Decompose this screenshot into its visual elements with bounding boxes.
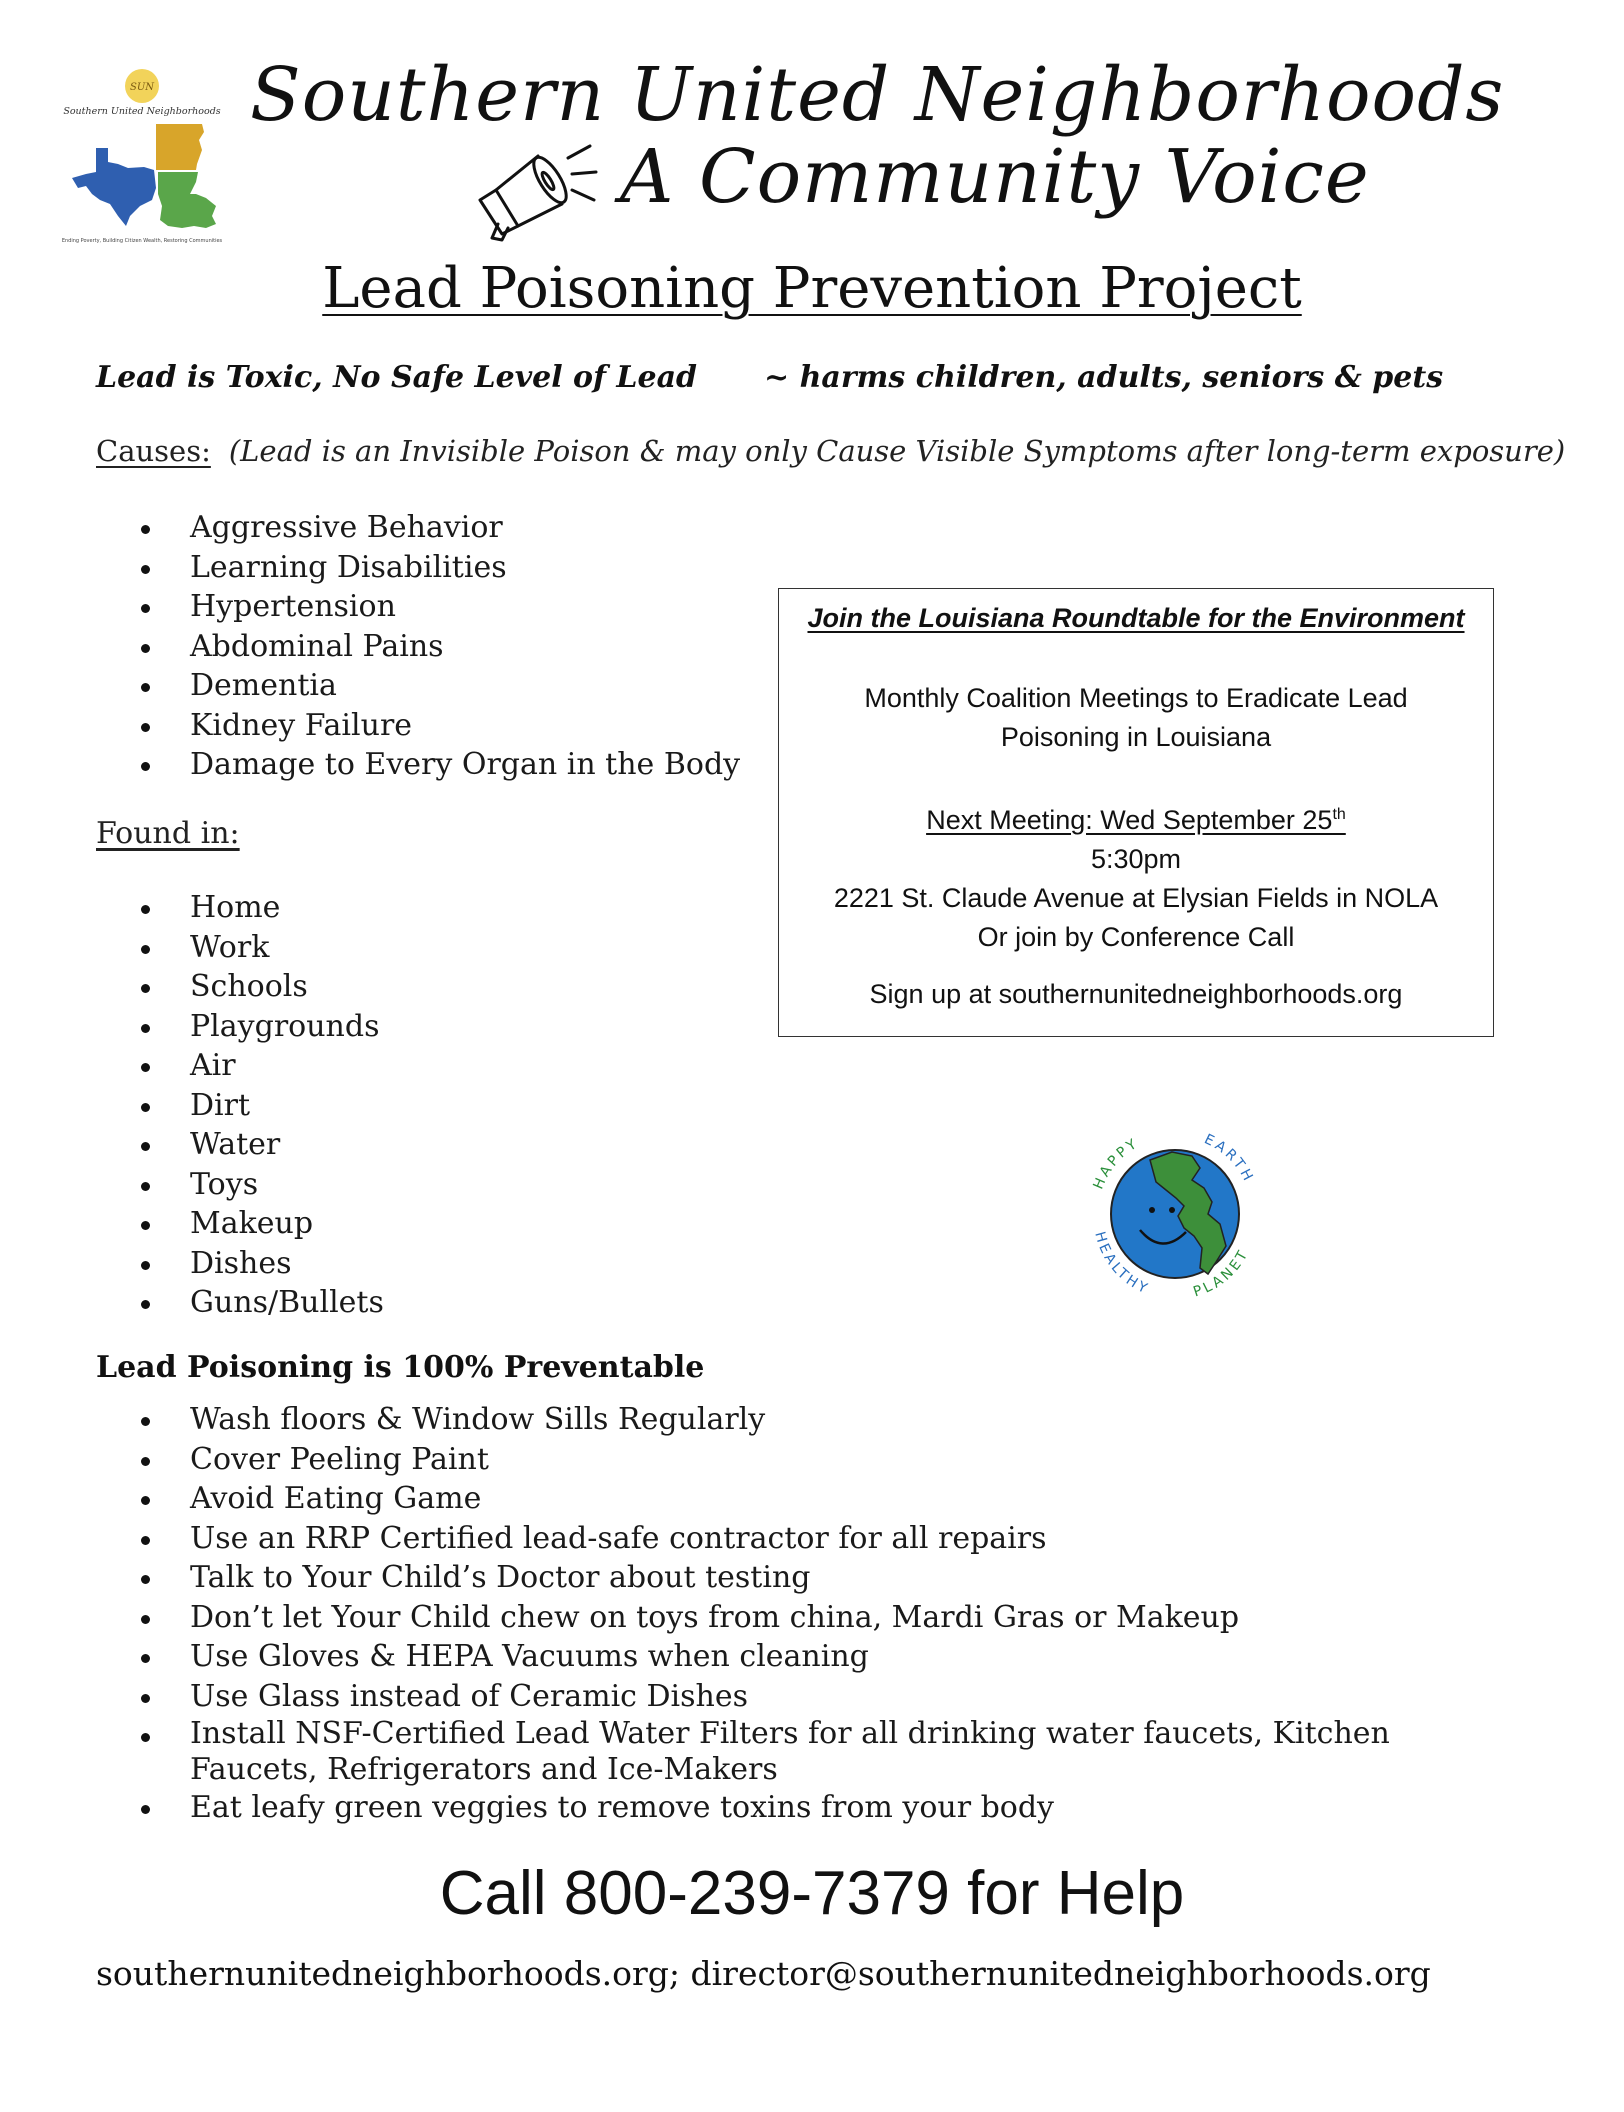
filter-line-2: Faucets, Refrigerators and Ice-Makers	[190, 1752, 778, 1787]
next-meeting-block	[779, 795, 1493, 957]
found-in-label: Found in:	[96, 816, 240, 851]
list-item: Work	[96, 928, 384, 968]
happy-earth-image	[1080, 1098, 1270, 1330]
list-item: Toys	[96, 1165, 384, 1205]
list-item: Aggressive Behavior	[96, 508, 740, 548]
roundtable-info-box	[778, 588, 1494, 1037]
list-item: Water	[96, 1125, 384, 1165]
logo-name: Southern United Neighborhoods	[63, 106, 221, 117]
sun-logo	[56, 66, 228, 254]
texas-shape	[72, 148, 156, 226]
list-item: Cover Peeling Paint	[96, 1440, 1436, 1480]
list-item: Kidney Failure	[96, 706, 740, 746]
earth-text-healthy: HEALTHY	[1091, 1229, 1153, 1298]
toxic-statement: Lead is Toxic, No Safe Level of Lead	[96, 360, 698, 395]
louisiana-shape	[158, 172, 216, 228]
meeting-description-line2: Poisoning in Louisiana	[1000, 722, 1272, 752]
earth-text-happy: HAPPY	[1090, 1134, 1142, 1192]
roundtable-title-text: Join the Louisiana Roundtable for the Environment	[807, 603, 1465, 633]
signup-text: Sign up at southernunitedneighborhoods.org	[869, 979, 1403, 1009]
list-item: Dirt	[96, 1086, 384, 1126]
list-item: Avoid Eating Game	[96, 1479, 1436, 1519]
call-for-help: Call 800-239-7379 for Help	[439, 1859, 1185, 1928]
date-suffix: th	[1332, 806, 1346, 823]
next-meeting-date: Next Meeting: Wed September 25	[926, 805, 1333, 835]
list-item: Guns/Bullets	[96, 1283, 384, 1323]
meeting-address: 2221 St. Claude Avenue at Elysian Fields in NOLA	[833, 883, 1439, 913]
conference-call: Or join by Conference Call	[977, 922, 1295, 952]
found-in-list	[96, 888, 384, 1323]
list-item: Makeup	[96, 1204, 384, 1244]
list-item	[96, 1716, 1436, 1788]
list-item: Playgrounds	[96, 1007, 384, 1047]
list-item: Dishes	[96, 1244, 384, 1284]
roundtable-title	[779, 603, 1493, 634]
tagline: A Community Voice	[620, 134, 1370, 220]
org-name: Southern United Neighborhoods	[250, 52, 1505, 138]
list-item: Abdominal Pains	[96, 627, 740, 667]
list-item: Use Glass instead of Ceramic Dishes	[96, 1677, 1436, 1717]
earth-text-earth: EARTH	[1201, 1131, 1257, 1187]
list-item: Hypertension	[96, 587, 740, 627]
meeting-description-line1: Monthly Coalition Meetings to Eradicate Lead	[864, 683, 1408, 713]
list-item: Air	[96, 1046, 384, 1086]
list-item: Learning Disabilities	[96, 548, 740, 588]
filter-line-1: Install NSF-Certified Lead Water Filters for all drinking water faucets, Kitchen	[190, 1716, 1390, 1751]
causes-list	[96, 508, 740, 785]
prevention-list	[96, 1400, 1436, 1828]
list-item: Talk to Your Child’s Doctor about testing	[96, 1558, 1436, 1598]
logo-sun-text: SUN	[129, 82, 155, 93]
next-meeting-text	[926, 805, 1346, 835]
causes-heading	[96, 434, 1565, 468]
prevention-heading: Lead Poisoning is 100% Preventable	[96, 1350, 705, 1385]
footer-contact: southernunitedneighborhoods.org; director@southernunitedneighborhoods.org	[96, 1954, 1431, 1993]
list-item: Schools	[96, 967, 384, 1007]
list-item: Eat leafy green veggies to remove toxins from your body	[96, 1788, 1436, 1828]
list-item: Use Gloves & HEPA Vacuums when cleaning	[96, 1637, 1436, 1677]
causes-note: (Lead is an Invisible Poison & may only Cause Visible Symptoms after long-term exposure)	[228, 434, 1566, 468]
megaphone-icon	[470, 134, 600, 244]
arkansas-shape	[156, 124, 204, 170]
project-title	[0, 256, 1624, 321]
logo-tagline: Ending Poverty, Building Citizen Wealth, Restoring Communities	[61, 238, 223, 244]
meeting-description	[779, 679, 1493, 757]
earth-right-eye	[1169, 1207, 1175, 1213]
list-item: Damage to Every Organ in the Body	[96, 745, 740, 785]
harms-statement: ~ harms children, adults, seniors & pets	[764, 360, 1444, 395]
earth-text-planet: PLANET	[1191, 1245, 1253, 1301]
list-item: Don’t let Your Child chew on toys from china, Mardi Gras or Makeup	[96, 1598, 1436, 1638]
next-meeting	[779, 795, 1493, 840]
project-title-text: Lead Poisoning Prevention Project	[322, 256, 1302, 321]
causes-label: Causes:	[96, 434, 211, 468]
earth-left-eye	[1149, 1207, 1155, 1213]
list-item: Home	[96, 888, 384, 928]
list-item: Use an RRP Certified lead-safe contractor for all repairs	[96, 1519, 1436, 1559]
meeting-time: 5:30pm	[1090, 844, 1182, 874]
list-item: Wash floors & Window Sills Regularly	[96, 1400, 1436, 1440]
list-item: Dementia	[96, 666, 740, 706]
